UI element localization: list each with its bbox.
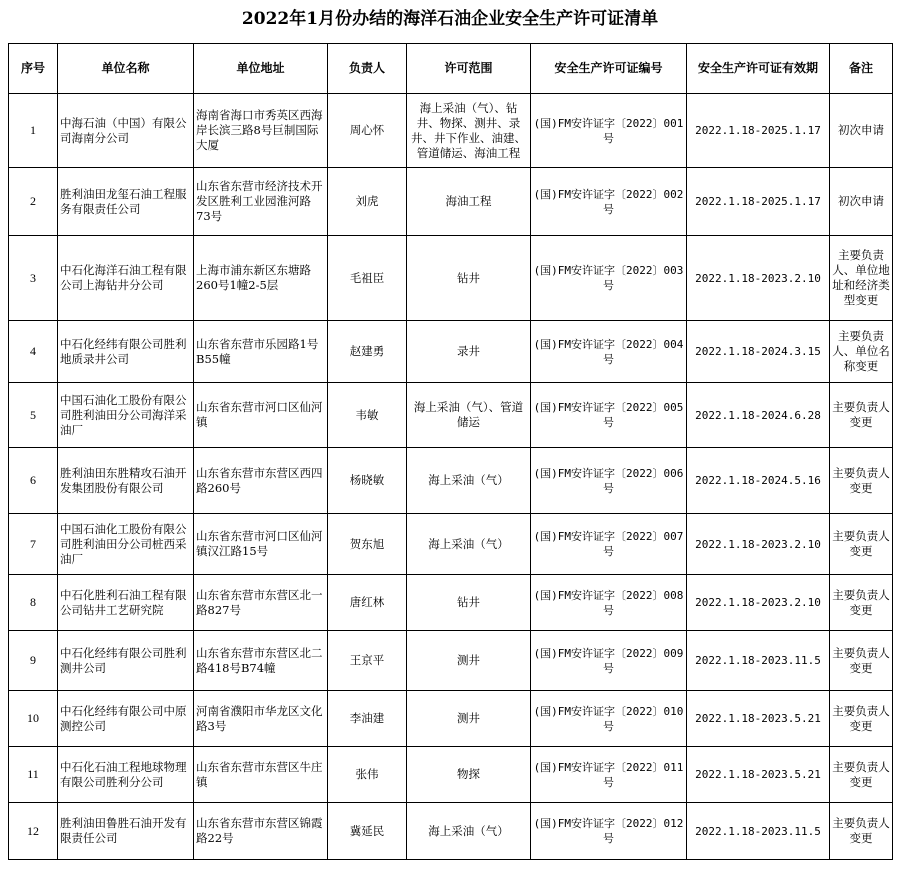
- cell-person: 赵建勇: [328, 321, 407, 383]
- cell-address: 山东省东营市东营区锦霞路22号: [194, 803, 328, 860]
- cell-remark: 主要负责人变更: [830, 383, 893, 448]
- cell-address: 山东省东营市河口区仙河镇汉江路15号: [194, 514, 328, 575]
- cell-person: 王京平: [328, 631, 407, 691]
- cell-address: 河南省濮阳市华龙区文化路3号: [194, 691, 328, 747]
- cell-person: 杨晓敏: [328, 448, 407, 514]
- cell-scope: 录井: [407, 321, 531, 383]
- cell-validity: 2022.1.18-2023.5.21: [687, 691, 830, 747]
- cell-license-number: (国)FM安许证字〔2022〕012号: [531, 803, 687, 860]
- cell-validity: 2022.1.18-2023.2.10: [687, 236, 830, 321]
- cell-seq: 1: [9, 94, 58, 168]
- table-row: [9, 803, 893, 860]
- table-row: [9, 691, 893, 747]
- cell-license-number: (国)FM安许证字〔2022〕002号: [531, 168, 687, 236]
- header-person: 负责人: [328, 44, 407, 94]
- cell-license-number: (国)FM安许证字〔2022〕008号: [531, 575, 687, 631]
- cell-company-name: 中国石油化工股份有限公司胜利油田分公司桩西采油厂: [58, 514, 194, 575]
- cell-license-number: (国)FM安许证字〔2022〕010号: [531, 691, 687, 747]
- cell-remark: 主要负责人变更: [830, 691, 893, 747]
- header-license: 安全生产许可证编号: [531, 44, 687, 94]
- cell-validity: 2022.1.18-2025.1.17: [687, 168, 830, 236]
- cell-remark: 主要负责人变更: [830, 448, 893, 514]
- cell-seq: 10: [9, 691, 58, 747]
- cell-validity: 2022.1.18-2024.5.16: [687, 448, 830, 514]
- cell-company-name: 中石化经纬有限公司中原测控公司: [58, 691, 194, 747]
- cell-remark: 主要负责人变更: [830, 514, 893, 575]
- cell-seq: 6: [9, 448, 58, 514]
- cell-validity: 2022.1.18-2024.3.15: [687, 321, 830, 383]
- cell-seq: 2: [9, 168, 58, 236]
- license-table: [8, 43, 893, 860]
- cell-company-name: 中石化胜利石油工程有限公司钻井工艺研究院: [58, 575, 194, 631]
- cell-seq: 7: [9, 514, 58, 575]
- cell-address: 山东省东营市河口区仙河镇: [194, 383, 328, 448]
- cell-company-name: 胜利油田鲁胜石油开发有限责任公司: [58, 803, 194, 860]
- cell-person: 冀延民: [328, 803, 407, 860]
- cell-license-number: (国)FM安许证字〔2022〕007号: [531, 514, 687, 575]
- cell-company-name: 中石化经纬有限公司胜利地质录井公司: [58, 321, 194, 383]
- cell-license-number: (国)FM安许证字〔2022〕009号: [531, 631, 687, 691]
- cell-remark: 初次申请: [830, 94, 893, 168]
- cell-address: 山东省东营市东营区牛庄镇: [194, 747, 328, 803]
- cell-person: 周心怀: [328, 94, 407, 168]
- table-row: [9, 631, 893, 691]
- cell-scope: 海上采油（气）: [407, 803, 531, 860]
- cell-company-name: 胜利油田龙玺石油工程服务有限责任公司: [58, 168, 194, 236]
- cell-person: 唐红林: [328, 575, 407, 631]
- cell-person: 韦敏: [328, 383, 407, 448]
- table-row: [9, 94, 893, 168]
- cell-validity: 2022.1.18-2023.2.10: [687, 514, 830, 575]
- table-row: [9, 747, 893, 803]
- header-row: [9, 44, 893, 94]
- cell-license-number: (国)FM安许证字〔2022〕011号: [531, 747, 687, 803]
- cell-scope: 测井: [407, 631, 531, 691]
- cell-person: 毛祖臣: [328, 236, 407, 321]
- cell-seq: 12: [9, 803, 58, 860]
- cell-license-number: (国)FM安许证字〔2022〕004号: [531, 321, 687, 383]
- cell-address: 山东省东营市乐园路1号B55幢: [194, 321, 328, 383]
- cell-scope: 物探: [407, 747, 531, 803]
- cell-address: 山东省东营市东营区北一路827号: [194, 575, 328, 631]
- header-remark: 备注: [830, 44, 893, 94]
- cell-seq: 3: [9, 236, 58, 321]
- header-seq: 序号: [9, 44, 58, 94]
- cell-validity: 2022.1.18-2023.2.10: [687, 575, 830, 631]
- cell-person: 李油建: [328, 691, 407, 747]
- table-row: [9, 514, 893, 575]
- cell-company-name: 中石化海洋石油工程有限公司上海钻井分公司: [58, 236, 194, 321]
- cell-person: 张伟: [328, 747, 407, 803]
- table-row: [9, 383, 893, 448]
- cell-validity: 2022.1.18-2023.5.21: [687, 747, 830, 803]
- cell-seq: 8: [9, 575, 58, 631]
- cell-scope: 海上采油（气）: [407, 448, 531, 514]
- cell-person: 贺东旭: [328, 514, 407, 575]
- header-validity: 安全生产许可证有效期: [687, 44, 830, 94]
- header-scope: 许可范围: [407, 44, 531, 94]
- cell-scope: 海上采油（气）、钻井、物探、测井、录井、井下作业、油建、管道储运、海油工程: [407, 94, 531, 168]
- cell-address: 山东省东营市东营区北二路418号B74幢: [194, 631, 328, 691]
- header-name: 单位名称: [58, 44, 194, 94]
- cell-validity: 2022.1.18-2024.6.28: [687, 383, 830, 448]
- cell-company-name: 胜利油田东胜精攻石油开发集团股份有限公司: [58, 448, 194, 514]
- table-row: [9, 575, 893, 631]
- cell-remark: 主要负责人、单位地址和经济类型变更: [830, 236, 893, 321]
- cell-scope: 海上采油（气）、管道储运: [407, 383, 531, 448]
- cell-scope: 钻井: [407, 575, 531, 631]
- cell-remark: 主要负责人变更: [830, 747, 893, 803]
- page-title: 2022年1月份办结的海洋石油企业安全生产许可证清单: [241, 9, 659, 29]
- cell-seq: 5: [9, 383, 58, 448]
- cell-remark: 主要负责人、单位名称变更: [830, 321, 893, 383]
- cell-scope: 钻井: [407, 236, 531, 321]
- cell-company-name: 中国石油化工股份有限公司胜利油田分公司海洋采油厂: [58, 383, 194, 448]
- cell-company-name: 中石化石油工程地球物理有限公司胜利分公司: [58, 747, 194, 803]
- cell-seq: 11: [9, 747, 58, 803]
- table-row: [9, 236, 893, 321]
- header-address: 单位地址: [194, 44, 328, 94]
- cell-validity: 2022.1.18-2023.11.5: [687, 803, 830, 860]
- cell-address: 山东省东营市东营区西四路260号: [194, 448, 328, 514]
- cell-validity: 2022.1.18-2025.1.17: [687, 94, 830, 168]
- cell-company-name: 中海石油（中国）有限公司海南分公司: [58, 94, 194, 168]
- cell-validity: 2022.1.18-2023.11.5: [687, 631, 830, 691]
- table-row: [9, 168, 893, 236]
- cell-address: 上海市浦东新区东塘路260号1幢2-5层: [194, 236, 328, 321]
- table-row: [9, 448, 893, 514]
- cell-license-number: (国)FM安许证字〔2022〕001号: [531, 94, 687, 168]
- cell-remark: 初次申请: [830, 168, 893, 236]
- cell-company-name: 中石化经纬有限公司胜利测井公司: [58, 631, 194, 691]
- cell-scope: 海油工程: [407, 168, 531, 236]
- cell-remark: 主要负责人变更: [830, 803, 893, 860]
- cell-seq: 9: [9, 631, 58, 691]
- cell-license-number: (国)FM安许证字〔2022〕005号: [531, 383, 687, 448]
- cell-person: 刘虎: [328, 168, 407, 236]
- cell-license-number: (国)FM安许证字〔2022〕006号: [531, 448, 687, 514]
- cell-remark: 主要负责人变更: [830, 631, 893, 691]
- table-row: [9, 321, 893, 383]
- cell-scope: 海上采油（气）: [407, 514, 531, 575]
- cell-license-number: (国)FM安许证字〔2022〕003号: [531, 236, 687, 321]
- cell-address: 海南省海口市秀英区西海岸长滨三路8号巨制国际大厦: [194, 94, 328, 168]
- cell-seq: 4: [9, 321, 58, 383]
- cell-remark: 主要负责人变更: [830, 575, 893, 631]
- cell-scope: 测井: [407, 691, 531, 747]
- cell-address: 山东省东营市经济技术开发区胜利工业园淮河路73号: [194, 168, 328, 236]
